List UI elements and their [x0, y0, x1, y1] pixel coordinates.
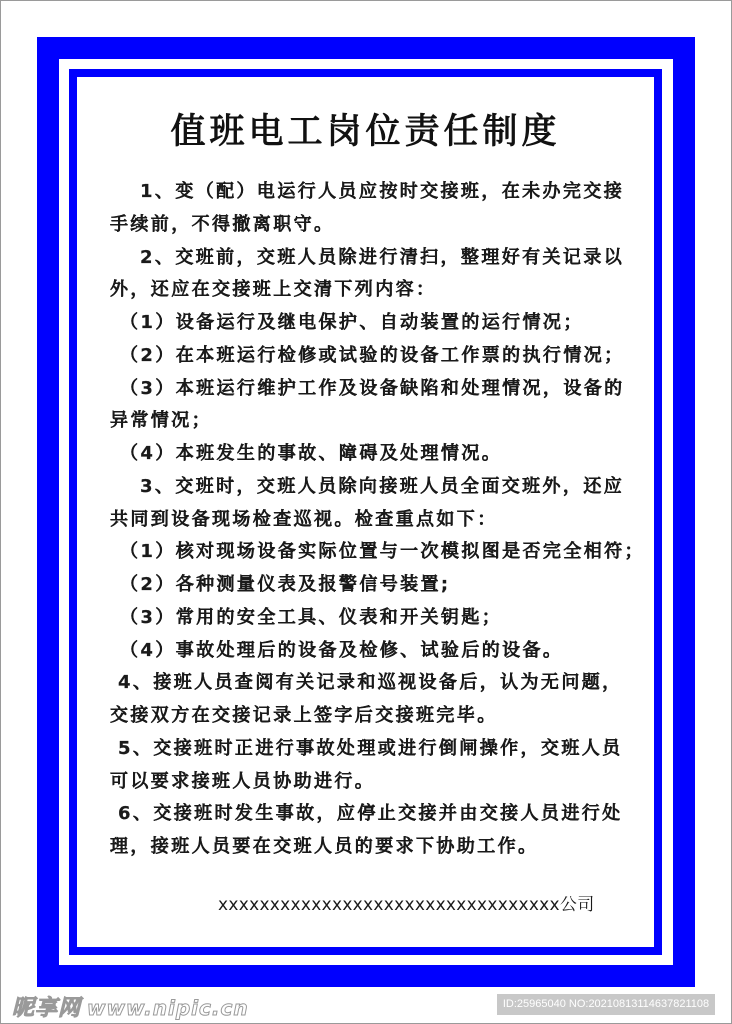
text-line: 1、变（配）电运行人员应按时交接班，在未办完交接: [140, 181, 625, 202]
text-line: 可以要求接班人员协助进行。: [110, 770, 376, 792]
text-line: （2）在本班运行检修或试验的设备工作票的执行情况；: [120, 344, 625, 366]
text-line: （3）本班运行维护工作及设备缺陷和处理情况，设备的: [120, 377, 625, 399]
text-line: （2）各种测量仪表及报警信号装置;: [120, 574, 451, 595]
watermark-url: www.nipic.cn: [87, 996, 249, 1020]
text-line: （3）常用的安全工具、仪表和开关钥匙；: [120, 606, 503, 628]
text-line: 理，接班人员要在交班人员的要求下协助工作。: [110, 836, 539, 857]
text-line: （4）本班发生的事故、障碍及处理情况。: [120, 443, 503, 464]
watermark-logo: [12, 991, 249, 1022]
watermark-logo-text: 昵享网: [12, 996, 82, 1021]
text-line: （1）设备运行及继电保护、自动装置的运行情况；: [120, 312, 584, 333]
text-line: （1）核对现场设备实际位置与一次模拟图是否完全相符；: [120, 541, 645, 563]
document-title: 值班电工岗位责任制度: [170, 112, 561, 152]
text-line: 6、交接班时发生事故，应停止交接并由交接人员进行处: [118, 803, 623, 825]
image-id-badge: ID:25965040 NO:20210813114637821108: [497, 994, 715, 1015]
text-line: 2、交班前，交班人员除进行清扫，整理好有关记录以: [140, 246, 625, 268]
text-line: （4）事故处理后的设备及检修、试验后的设备。: [120, 639, 564, 661]
text-line: 交接双方在交接记录上签字后交接班完毕。: [110, 705, 498, 726]
text-line: 4、接班人员查阅有关记录和巡视设备后，认为无问题，: [118, 672, 623, 694]
text-line: 手续前，不得撤离职守。: [110, 213, 335, 235]
text-line: 5、交接班时正进行事故处理或进行倒闸操作，交班人员: [118, 737, 623, 759]
company-name: xxxxxxxxxxxxxxxxxxxxxxxxxxxxxxxxx公司: [218, 895, 595, 915]
text-line: 3、交班时，交班人员除向接班人员全面交班外，还应: [140, 475, 625, 497]
text-line: 异常情况；: [110, 410, 212, 432]
text-line: 外，还应在交接班上交清下列内容：: [110, 279, 437, 301]
regulation-body: [110, 176, 650, 864]
text-line: 共同到设备现场检查巡视。检查重点如下：: [110, 508, 498, 530]
